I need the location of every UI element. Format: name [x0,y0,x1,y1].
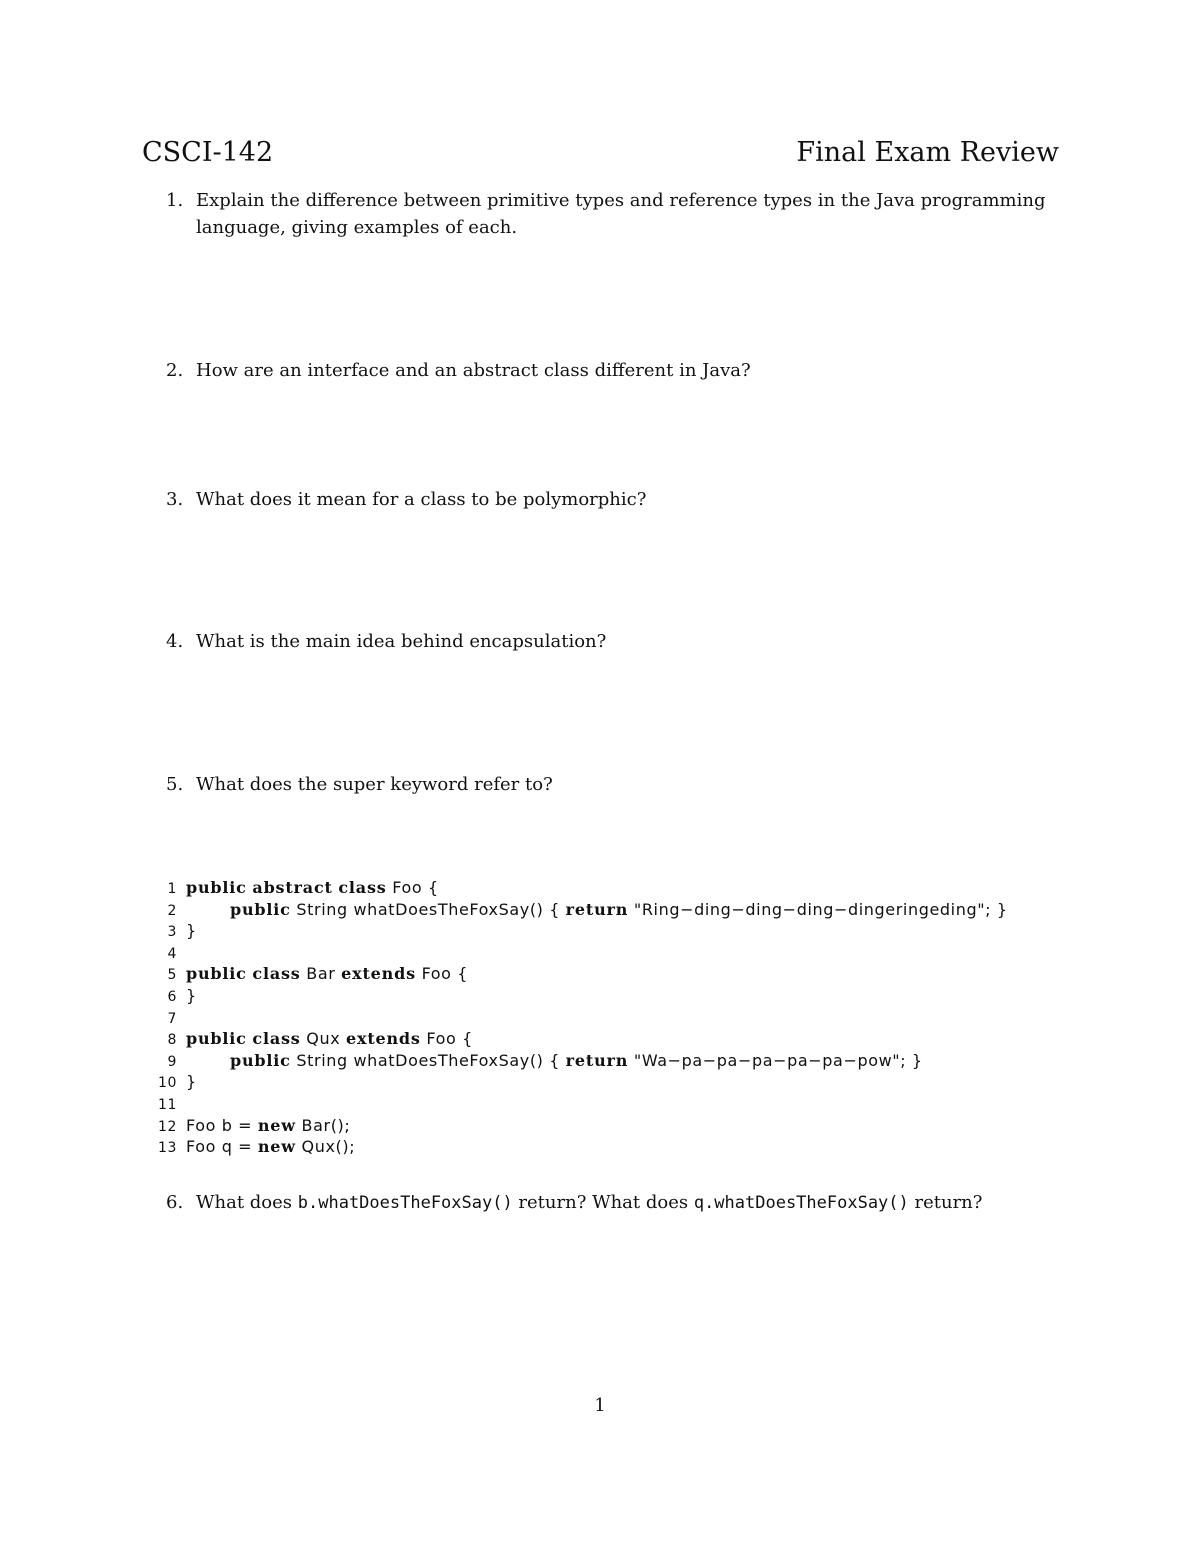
question-text-part: What does [196,1192,298,1213]
code-line-6 [150,985,1150,1007]
code-text: Foo b = [186,1115,253,1135]
code-line-12 [150,1115,1150,1137]
code-text: } [186,985,197,1005]
line-number: 10 [157,1075,177,1092]
page-number: 1 [594,1395,606,1416]
code-line-11 [150,1093,1150,1115]
code-keyword: public [186,964,247,984]
question-3 [166,486,1066,513]
code-line-10 [150,1071,1150,1093]
code-keyword: new [257,1137,296,1157]
question-number: 4. [166,631,184,652]
question-1 [166,187,1066,241]
question-text-part: return? What does [512,1192,694,1213]
question-text: What does the super keyword refer to? [196,774,553,795]
question-number: 2. [166,360,184,381]
question-number: 1. [166,190,184,211]
code-text: } [186,1072,197,1092]
line-number: 6 [167,988,177,1005]
question-number: 3. [166,489,184,510]
question-2 [166,357,1066,384]
question-6 [166,1189,1126,1217]
question-text: What is the main idea behind encapsulation? [196,631,607,652]
code-line-5 [150,963,1150,985]
inline-code: b.whatDoesTheFoxSay() [297,1193,513,1213]
code-text: Foo q = [186,1137,253,1157]
code-text: } [186,921,197,941]
code-line-1 [150,877,1150,899]
question-5 [166,771,1066,798]
question-text: What does it mean for a class to be polymorphic? [196,489,647,510]
code-string: "Ring−ding−ding−ding−dingeringeding"; } [633,899,1008,919]
code-keyword: class [338,878,387,897]
line-number: 2 [167,902,177,919]
code-string: "Wa−pa−pa−pa−pa−pa−pow"; } [633,1050,923,1070]
code-keyword: new [257,1115,296,1135]
course-code: CSCI-142 [142,137,274,168]
question-text-part: return? [908,1192,983,1213]
line-number: 9 [167,1053,177,1070]
code-text: String whatDoesTheFoxSay() { [296,1050,560,1070]
code-line-7 [150,1007,1150,1029]
code-text: Foo { [392,878,439,897]
question-number: 6. [166,1192,184,1213]
question-text: Explain the difference between primitive types and reference types in the Java programming language, giving examples of each. [196,190,1046,238]
code-keyword: public [186,1029,247,1049]
code-text: Qux(); [301,1137,356,1157]
code-keyword: return [565,899,629,919]
code-keyword: extends [346,1029,421,1049]
question-number: 5. [166,774,184,795]
code-keyword: return [565,1050,629,1070]
code-text: Bar [306,964,336,984]
line-number: 12 [157,1118,177,1135]
line-number: 4 [167,945,177,962]
code-line-13 [150,1136,1150,1158]
code-listing [150,877,1150,1158]
code-line-3 [150,920,1150,942]
code-text: Foo { [426,1029,473,1049]
line-number: 13 [157,1140,177,1157]
line-number: 8 [167,1032,177,1049]
line-number: 3 [167,924,177,941]
code-keyword: public [230,1050,291,1070]
code-line-9 [150,1050,1150,1072]
line-number: 5 [167,967,177,984]
code-keyword: abstract [252,878,333,897]
code-keyword: extends [341,964,416,984]
code-keyword: class [252,1029,301,1049]
code-line-8 [150,1028,1150,1050]
code-keyword: public [230,899,291,919]
document-title: Final Exam Review [796,137,1059,168]
code-text: Foo { [421,964,469,984]
question-text [196,1189,1126,1217]
question-4 [166,628,1066,655]
code-line-2 [150,899,1150,921]
code-keyword: public [186,878,247,897]
code-text: Qux [306,1029,341,1049]
line-number: 7 [167,1010,177,1027]
line-number: 11 [157,1096,177,1113]
code-text: Bar(); [301,1115,351,1135]
code-text: String whatDoesTheFoxSay() { [296,899,560,919]
question-text: How are an interface and an abstract class different in Java? [196,360,751,381]
inline-code: q.whatDoesTheFoxSay() [693,1193,909,1213]
code-line-4 [150,942,1150,964]
line-number: 1 [167,881,177,897]
code-keyword: class [252,964,301,984]
